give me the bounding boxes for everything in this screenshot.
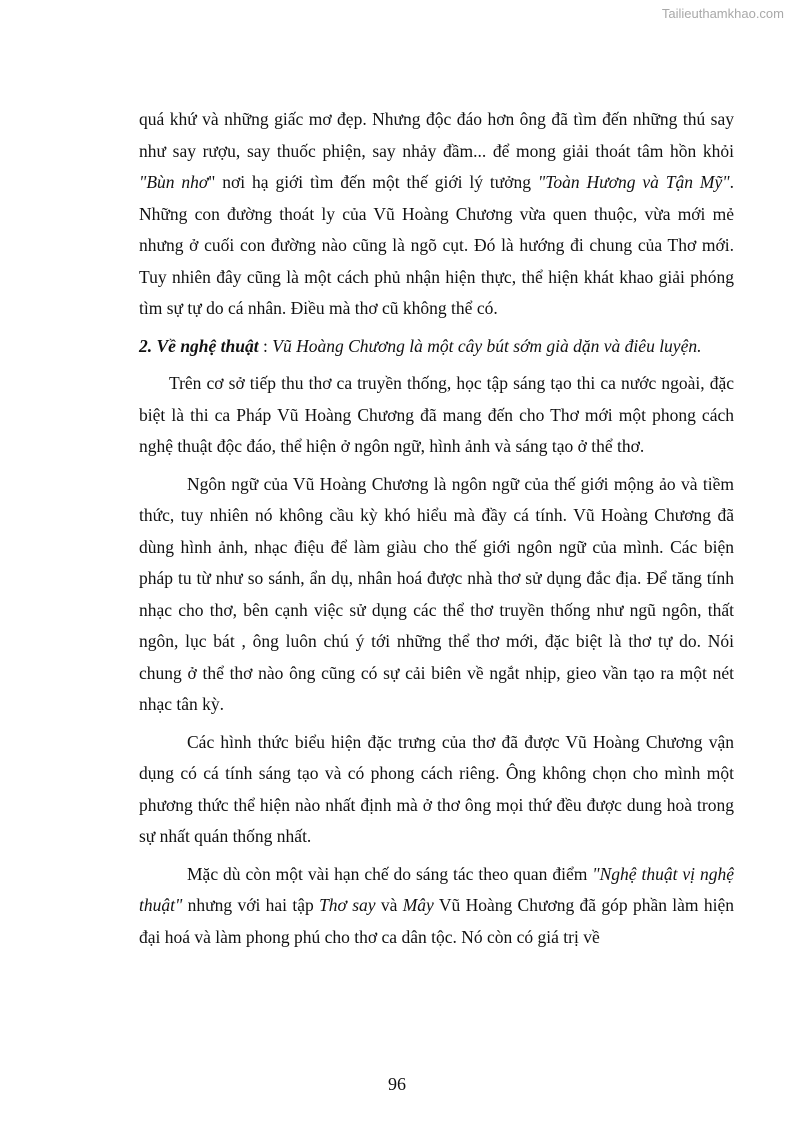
paragraph-4: Các hình thức biểu hiện đặc trưng của thơ đã được Vũ Hoàng Chương vận dụng có cá tính sáng tạo và có phong cách riêng. Ông không chọn cho mình một phương thức thể hiện nào nhất định mà ở thơ ông mọi thứ đều được dung hoà trong sự nhất quán thống nhất. [139, 731, 734, 846]
section-heading [139, 331, 734, 363]
paragraph-5-text-a: Mặc dù còn một vài hạn chế do sáng tác theo quan điểm [187, 863, 593, 884]
title-may: Mây [402, 895, 434, 915]
paragraph-5 [139, 859, 734, 954]
quote-toan-huong: "Toàn Hương và Tận Mỹ" [537, 172, 730, 192]
quote-bun-nho: "Bùn nhơ [139, 172, 209, 192]
section-heading-separator: : [258, 335, 273, 356]
section-heading-subtitle: Vũ Hoàng Chương là một cây bút sớm già dặn và điêu luyện. [272, 335, 702, 356]
watermark: Tailieuthamkhao.com [661, 6, 784, 21]
paragraph-5-text-c: và [375, 895, 403, 915]
title-tho-say: Thơ say [319, 895, 376, 915]
paragraph-5-text-d: Vũ Hoàng Chương đã góp phần làm hiện đại hoá và làm phong phú cho thơ ca dân tộc. Nó còn có giá trị về [139, 895, 734, 947]
paragraph-3: Ngôn ngữ của Vũ Hoàng Chương là ngôn ngữ của thế giới mộng ảo và tiềm thức, tuy nhiên nó không cầu kỳ khó hiểu mà đầy cá tính. Vũ Hoàng Chương đã dùng hình ảnh, nhạc điệu để làm giàu cho thế giới ngôn ngữ của mình. Các biện pháp tu từ như so sánh, ẩn dụ, nhân hoá được nhà thơ sử dụng đắc địa. Để tăng tính nhạc cho thơ, bên cạnh việc sử dụng các thể thơ truyền thống như ngũ ngôn, thất ngôn, lục bát , ông luôn chú ý tới những thể thơ mới, đặc biệt là thơ tự do. Nói chung ở thể thơ nào ông cũng có sự cải biên về ngắt nhịp, gieo vần tạo ra một nét nhạc tân kỳ. [139, 473, 734, 714]
paragraph-1-text-a: quá khứ và những giấc mơ đẹp. Nhưng độc đáo hơn ông đã tìm đến những thú say như say rượu, say thuốc phiện, say nhảy đầm... để mong giải thoát tâm hồn khỏi [139, 109, 734, 161]
paragraph-1-text-b: " nơi hạ giới tìm đến một thế giới lý tưởng [208, 172, 538, 192]
quote-nghe-thuat: "Nghệ thuật vị nghệ thuật" [139, 863, 734, 915]
section-heading-title: 2. Về nghệ thuật [139, 335, 259, 356]
document-body [139, 104, 734, 953]
paragraph-1-text-c: . Những con đường thoát ly của Vũ Hoàng Chương vừa quen thuộc, vừa mới mẻ nhưng ở cuối con đường nào cũng là ngõ cụt. Đó là hướng đi chung của Thơ mới. Tuy nhiên đây cũng là một cách phủ nhận hiện thực, thể hiện khát khao giải phóng tìm sự tự do cá nhân. Điều mà thơ cũ không thể có. [139, 172, 734, 318]
paragraph-1 [139, 104, 734, 325]
paragraph-2: Trên cơ sở tiếp thu thơ ca truyền thống, học tập sáng tạo thi ca nước ngoài, đặc biệt là thi ca Pháp Vũ Hoàng Chương đã mang đến cho Thơ mới một phong cách nghệ thuật độc đáo, thể hiện ở ngôn ngữ, hình ảnh và sáng tạo ở thể thơ. [139, 373, 734, 456]
page-number: 96 [388, 1074, 406, 1094]
paragraph-5-text-b: nhưng với hai tập [182, 895, 320, 915]
